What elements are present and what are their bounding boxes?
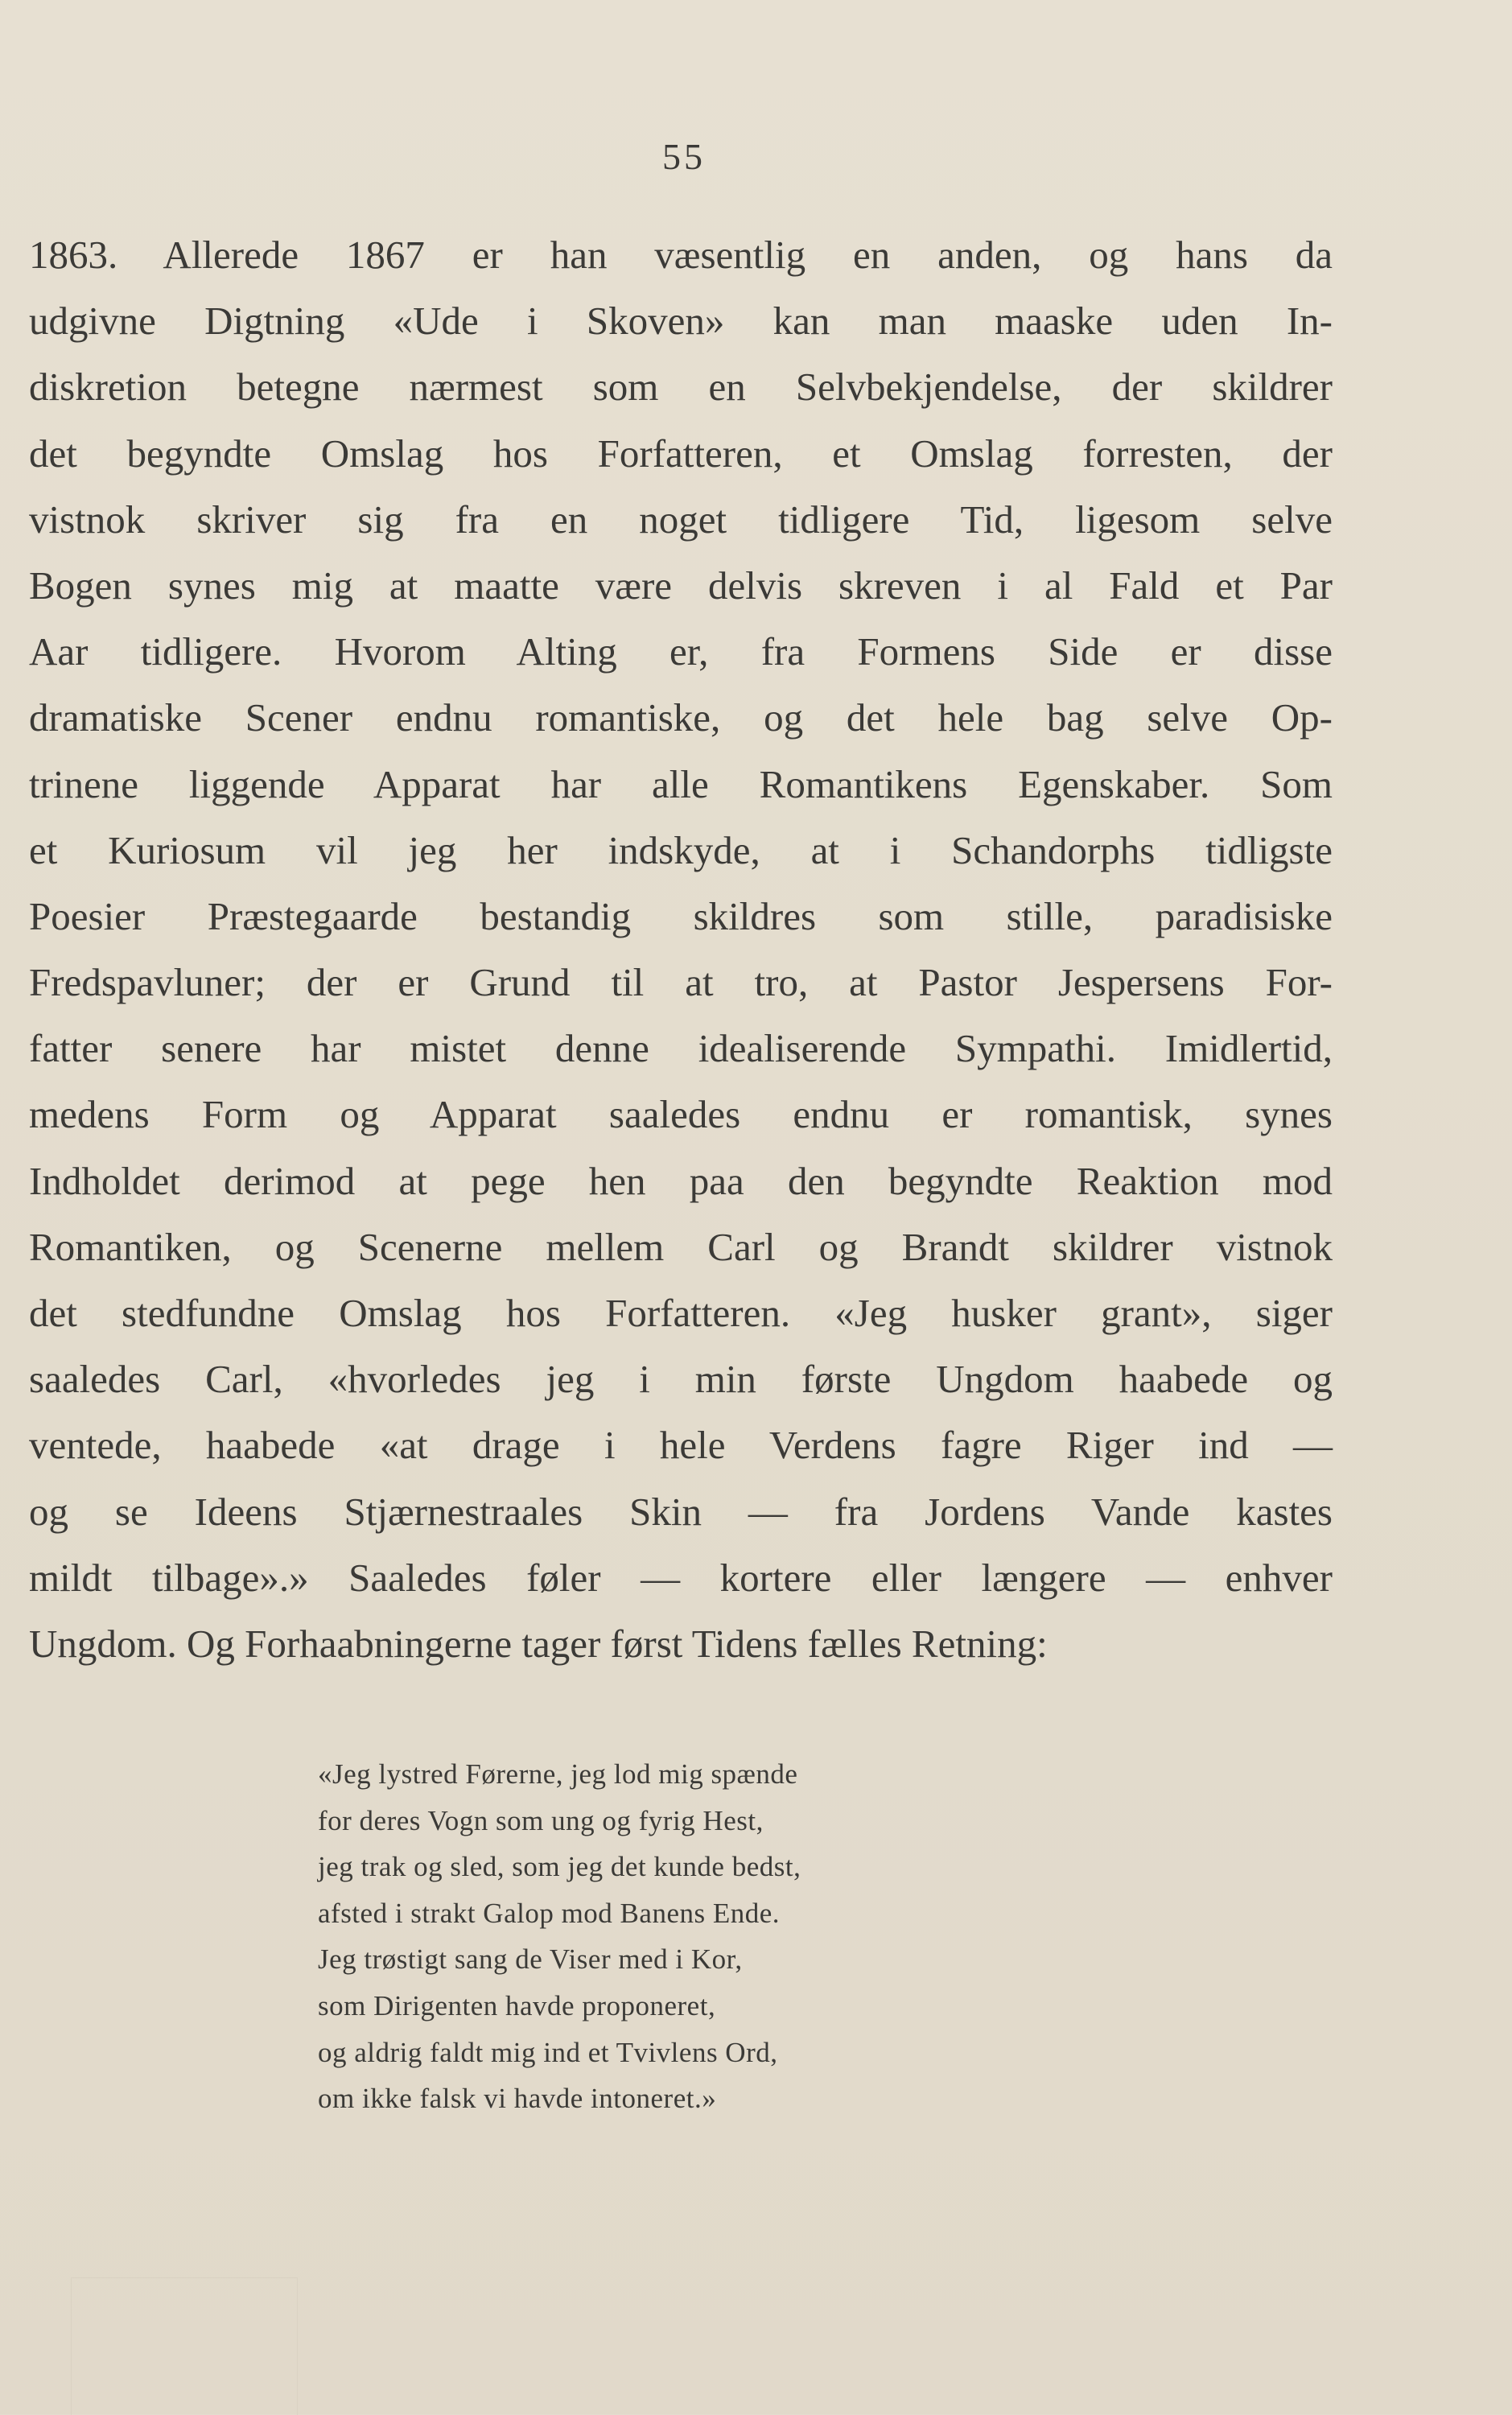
text-line: Poesier Præstegaarde bestandig skildres som stille, paradisiske <box>29 893 1333 938</box>
text-line: medens Form og Apparat saaledes endnu er romantisk, synes <box>29 1092 1333 1137</box>
text-line: et Kuriosum vil jeg her indskyde, at i Schandorphs tidligste <box>29 827 1333 872</box>
text-line: udgivne Digtning «Ude i Skoven» kan man maaske uden In- <box>29 299 1333 344</box>
page-number: 55 <box>662 136 706 177</box>
text-line: Ungdom. Og Forhaabningerne tager først Tidens fælles Retning: <box>29 1621 1048 1666</box>
text-line: Bogen synes mig at maatte være delvis skreven i al Fald et Par <box>29 563 1333 608</box>
text-line: mildt tilbage».» Saaledes føler — kortere eller længere — enhver <box>29 1555 1333 1600</box>
poem-line: om ikke falsk vi havde intoneret.» <box>318 2083 717 2115</box>
text-line: det stedfundne Omslag hos Forfatteren. «Jeg husker grant», siger <box>29 1291 1333 1335</box>
text-line: fatter senere har mistet denne idealiserende Sympathi. Imidlertid, <box>29 1026 1333 1071</box>
text-line: saaledes Carl, «hvorledes jeg i min første Ungdom haabede og <box>29 1357 1333 1402</box>
text-line: Indholdet derimod at pege hen paa den begyndte Reaktion mod <box>29 1158 1333 1203</box>
text-line: 1863. Allerede 1867 er han væsentlig en anden, og hans da <box>29 233 1333 277</box>
text-line: dramatiske Scener endnu romantiske, og det hele bag selve Op- <box>29 695 1333 740</box>
poem-line: for deres Vogn som ung og fyrig Hest, <box>318 1804 764 1836</box>
text-line: vistnok skriver sig fra en noget tidligere Tid, ligesom selve <box>29 497 1333 542</box>
body-paragraph <box>29 222 1333 1677</box>
text-line: Fredspavluner; der er Grund til at tro, at Pastor Jespersens For- <box>29 960 1333 1005</box>
text-line: ventede, haabede «at drage i hele Verdens fagre Riger ind — <box>29 1423 1333 1468</box>
page-stain-mark <box>71 2277 298 2415</box>
poem-line: «Jeg lystred Førerne, jeg lod mig spænde <box>318 1758 798 1790</box>
poem-line: Jeg trøstigt sang de Viser med i Kor, <box>318 1943 743 1976</box>
text-line: diskretion betegne nærmest som en Selvbekjendelse, der skildrer <box>29 365 1333 410</box>
poem-line: afsted i strakt Galop mod Banens Ende. <box>318 1897 781 1929</box>
text-line: det begyndte Omslag hos Forfatteren, et Omslag forresten, der <box>29 431 1333 476</box>
poem-quotation <box>318 1751 1042 2122</box>
text-line: trinene liggende Apparat har alle Romantikens Egenskaber. Som <box>29 761 1333 806</box>
text-line: Romantiken, og Scenerne mellem Carl og Brandt skildrer vistnok <box>29 1224 1333 1269</box>
poem-line: og aldrig faldt mig ind et Tvivlens Ord, <box>318 2036 778 2068</box>
poem-line: som Dirigenten havde proponeret, <box>318 1989 716 2021</box>
text-line: og se Ideens Stjærnestraales Skin — fra Jordens Vande kastes <box>29 1489 1333 1534</box>
text-line: Aar tidligere. Hvorom Alting er, fra Formens Side er disse <box>29 629 1333 674</box>
poem-line: jeg trak og sled, som jeg det kunde bedst, <box>318 1851 801 1883</box>
